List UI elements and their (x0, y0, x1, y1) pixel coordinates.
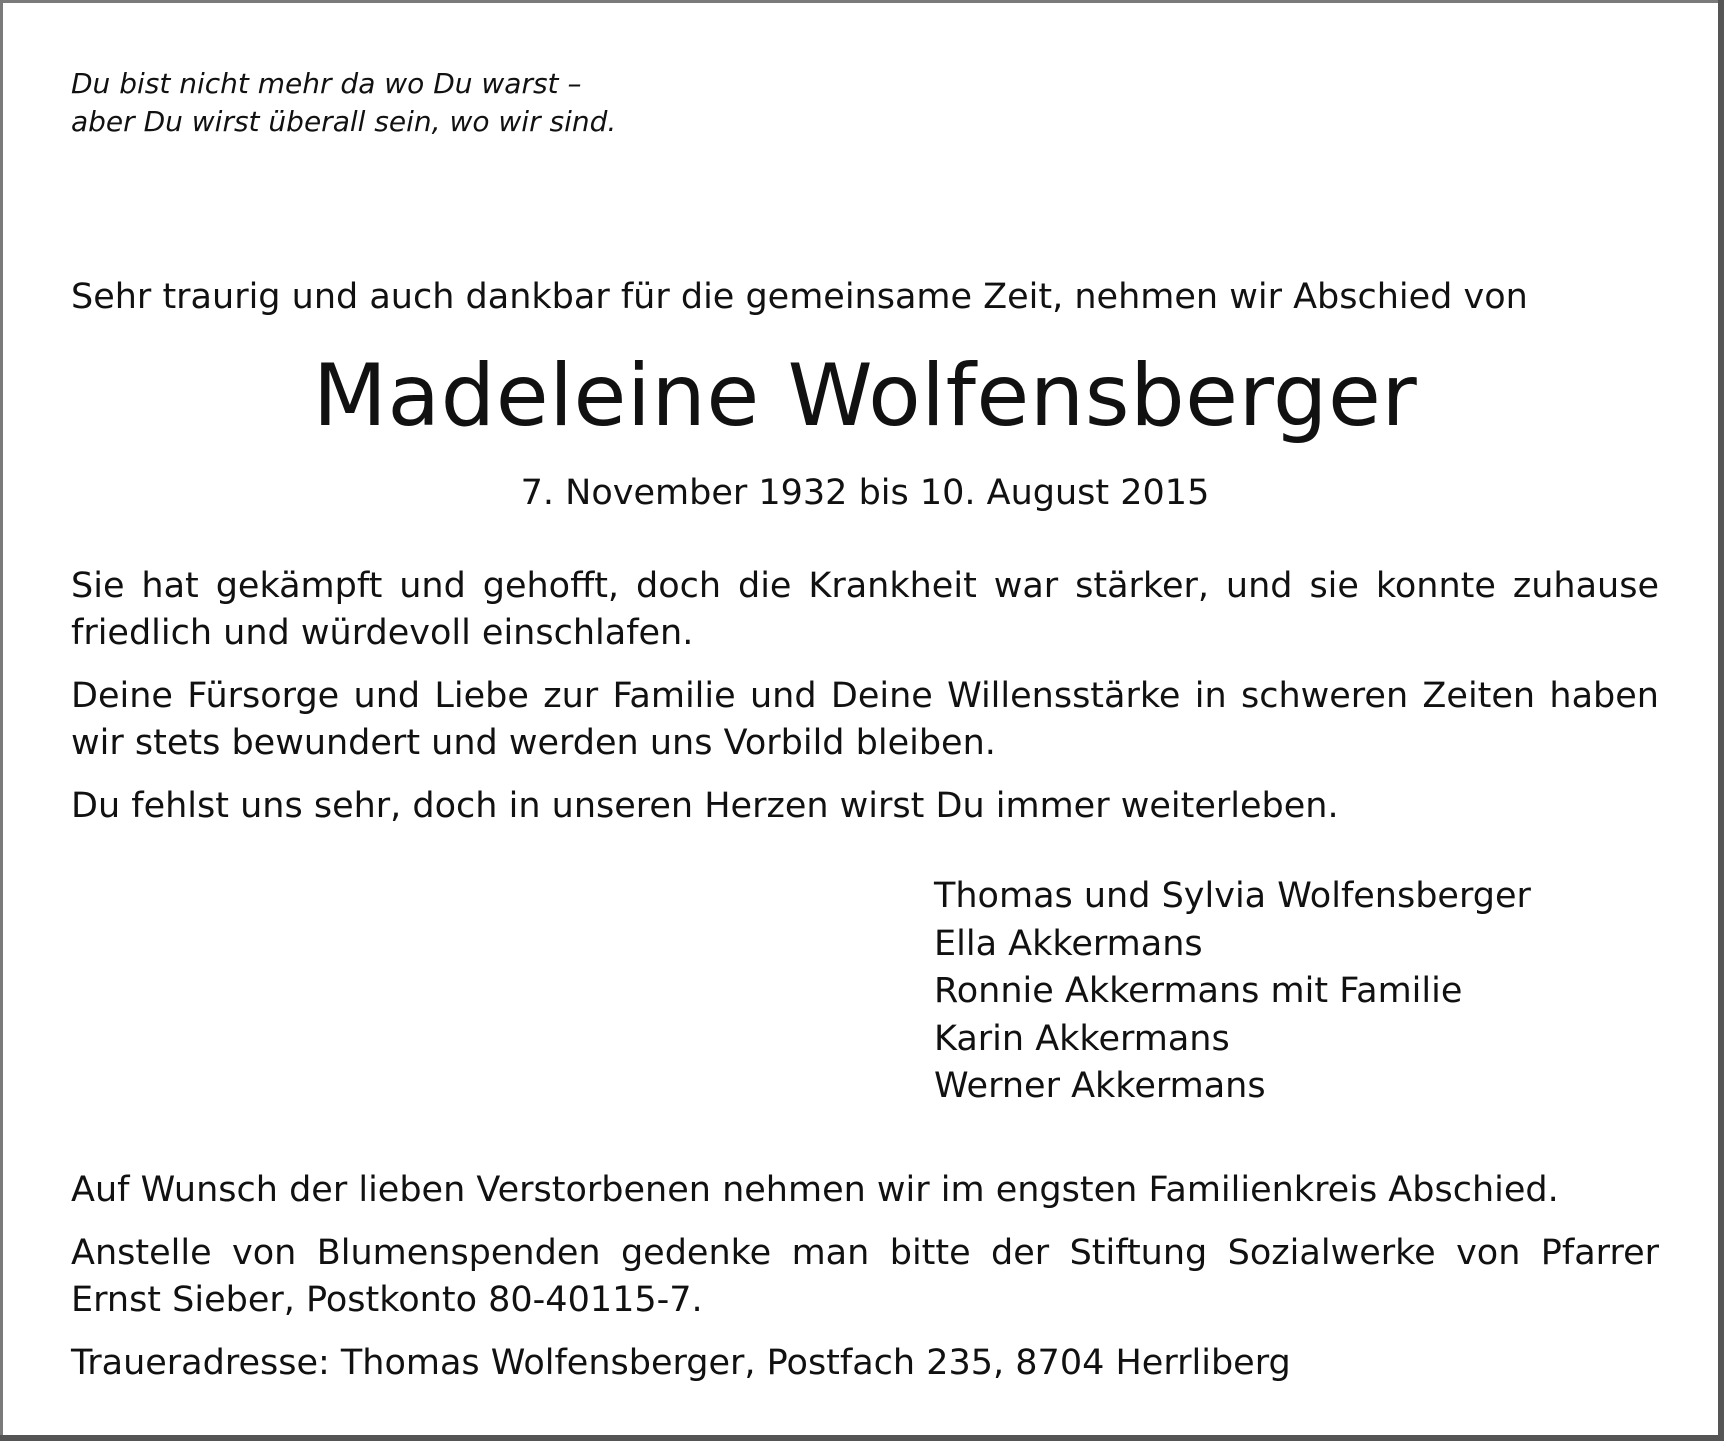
closing-paragraph: Traueradresse: Thomas Wolfensberger, Postfach 235, 8704 Herrliberg (71, 1343, 1291, 1383)
body-text (71, 563, 1659, 846)
mourner-name: Ella Akkermans (934, 923, 1203, 964)
mourner-name: Ronnie Akkermans mit Familie (934, 971, 1463, 1011)
mourner-name: Thomas und Sylvia Wolfensberger (934, 876, 1531, 916)
closing-paragraph: Anstelle von Blumenspenden gedenke man bitte der Stiftung Sozialwerke von Pfarrer Ernst Sieber, Postkonto 80-40115-7. (71, 1233, 1659, 1320)
mourner-name: Karin Akkermans (934, 1018, 1230, 1059)
intro-text: Sehr traurig und auch dankbar für die gemeinsame Zeit, nehmen wir Abschied von (71, 277, 1528, 317)
life-dates: 7. November 1932 bis 10. August 2015 (520, 473, 1210, 513)
body-paragraph: Du fehlst uns sehr, doch in unseren Herzen wirst Du immer weiterleben. (71, 786, 1339, 826)
closing-paragraph: Auf Wunsch der lieben Verstorbenen nehmen wir im engsten Familienkreis Abschied. (71, 1170, 1559, 1210)
frame-shadow-bottom (0, 1435, 1724, 1441)
motto-line-2: aber Du wirst überall sein, wo wir sind. (71, 105, 617, 138)
deceased-name: Madeleine Wolfensberger (312, 346, 1418, 446)
notice-content (71, 65, 1659, 1383)
body-paragraph: Deine Fürsorge und Liebe zur Familie und Deine Willensstärke in schweren Zeiten haben wir stets bewundert und werden uns Vorbild bleiben. (71, 676, 1659, 763)
motto (71, 65, 1659, 141)
frame-shadow-right (1718, 0, 1724, 1441)
closing-text (71, 1167, 1659, 1403)
body-paragraph: Sie hat gekämpft und gehofft, doch die Krankheit war stärker, und sie konnte zuhause friedlich und würdevoll einschlafen. (71, 566, 1659, 653)
motto-line-1: Du bist nicht mehr da wo Du warst – (71, 67, 582, 100)
mourner-name: Werner Akkermans (934, 1066, 1266, 1106)
mourners-list (934, 873, 1531, 1111)
